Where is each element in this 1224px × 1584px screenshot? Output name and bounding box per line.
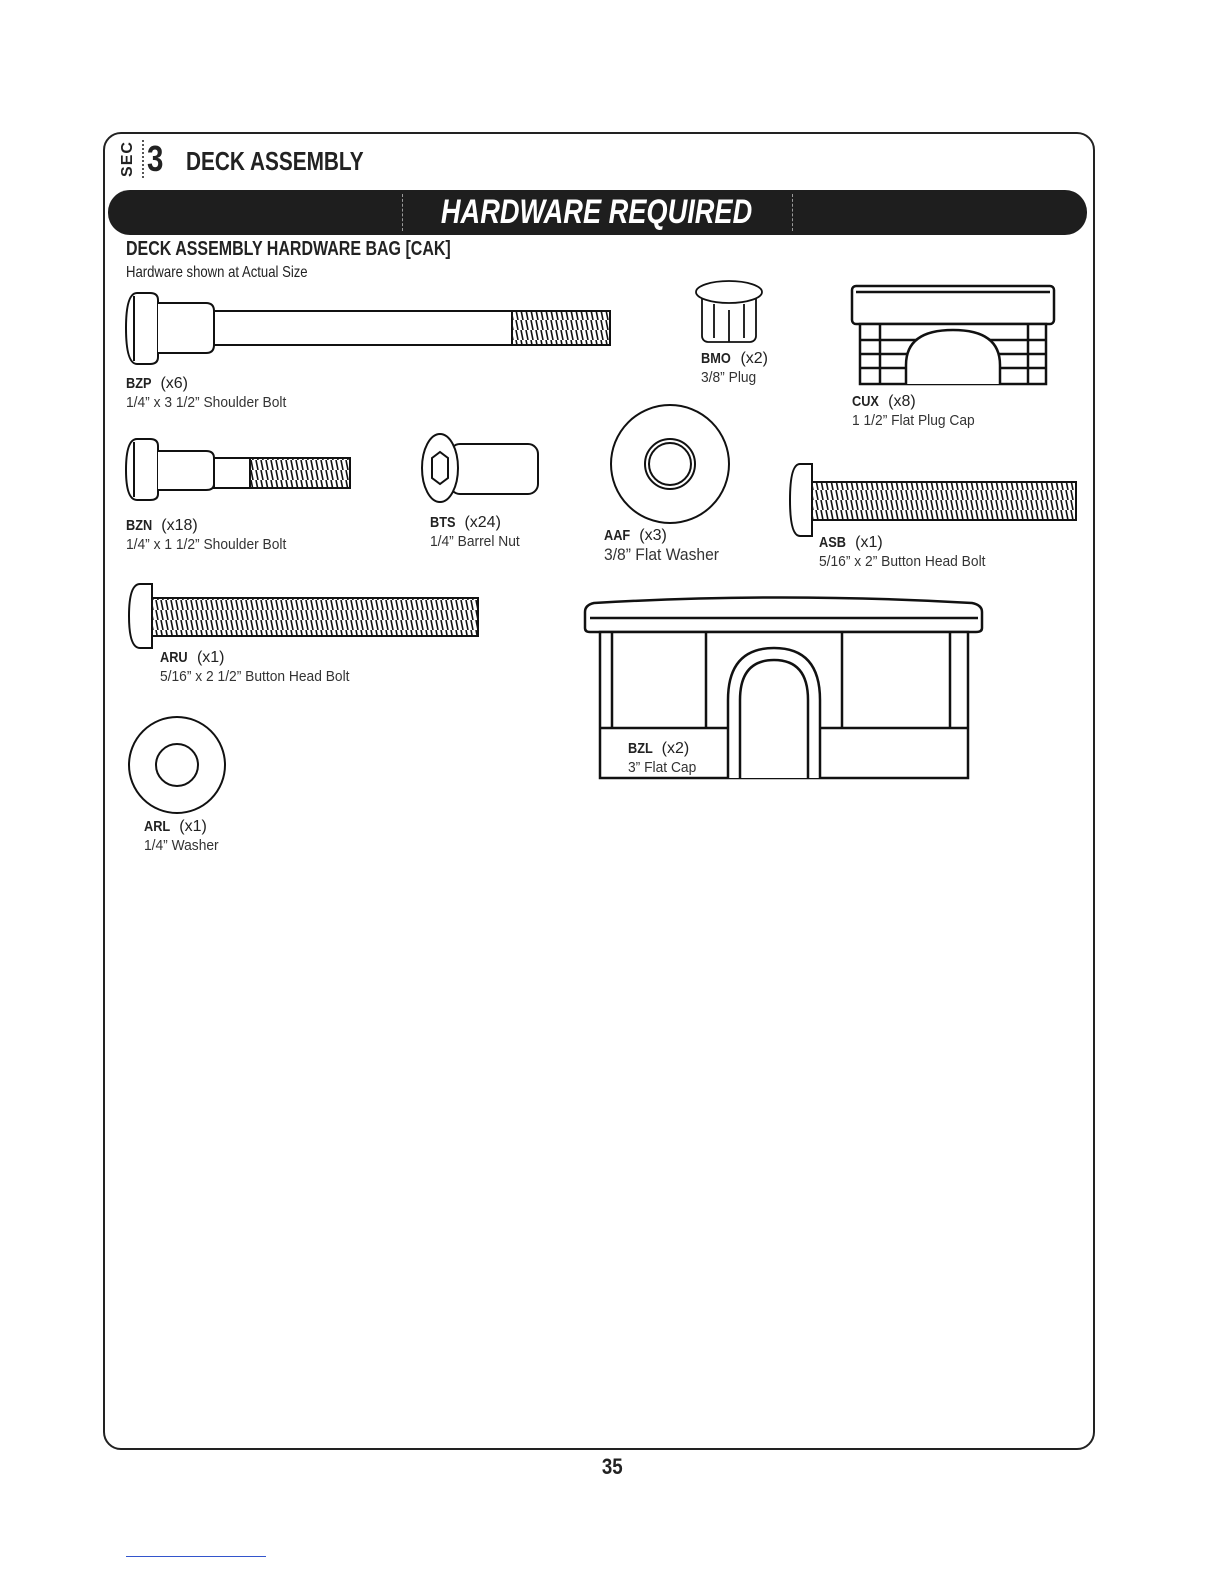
bzp-label: BZP (x6) 1/4” x 3 1/2” Shoulder Bolt [126,375,287,411]
cux-flat-plug-cap-icon [852,286,1054,384]
bzn-shoulder-bolt-icon [126,439,350,500]
asb-label: ASB (x1) 5/16” x 2” Button Head Bolt [819,534,986,570]
asb-button-head-bolt-icon [790,464,1076,536]
arl-washer-icon [129,717,225,813]
bmo-plug-icon [696,281,762,342]
section-number: 3 [147,138,164,179]
bag-title: DECK ASSEMBLY HARDWARE BAG [CAK] [126,238,451,260]
aaf-label: AAF (x3) 3/8” Flat Washer [604,527,720,564]
aaf-flat-washer-icon [611,405,729,523]
bmo-label: BMO (x2) 3/8” Plug [701,350,769,386]
cux-label: CUX (x8) 1 1/2” Flat Plug Cap [852,393,975,429]
bts-barrel-nut-icon [422,434,538,502]
aru-label: ARU (x1) 5/16” x 2 1/2” Button Head Bolt [160,649,350,685]
bzl-label: BZL (x2) 3” Flat Cap [628,740,697,776]
bzn-label: BZN (x18) 1/4” x 1 1/2” Shoulder Bolt [126,517,287,553]
page-number: 35 [601,1454,623,1479]
bag-subtitle: Hardware shown at Actual Size [126,264,308,281]
section-title: DECK ASSEMBLY [186,146,364,176]
footer-link-underline [126,1556,266,1557]
arl-label: ARL (x1) 1/4” Washer [144,818,219,854]
bzp-shoulder-bolt-icon [126,293,610,364]
bts-label: BTS (x24) 1/4” Barrel Nut [430,514,520,550]
section-label: SEC [119,141,136,177]
banner-title: HARDWARE REQUIRED [441,193,753,231]
aru-button-head-bolt-icon [129,584,478,648]
